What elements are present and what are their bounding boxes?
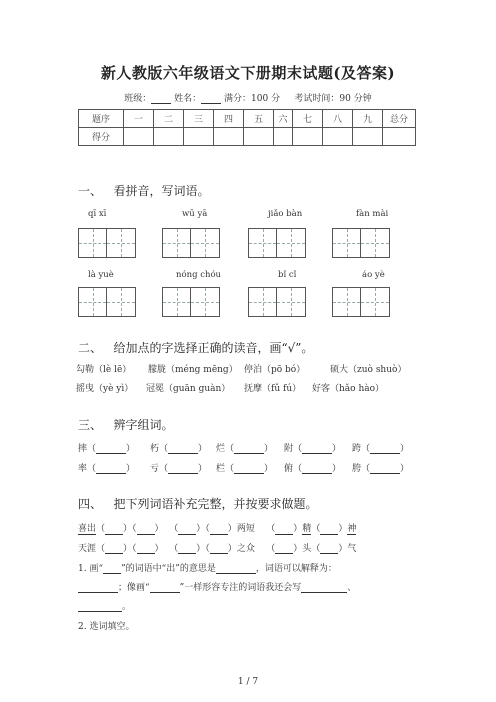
- answer-blank[interactable]: [105, 525, 123, 535]
- char: 胯: [352, 464, 362, 474]
- idiom-text: 精: [302, 524, 312, 534]
- writing-grid[interactable]: [78, 228, 136, 258]
- char-word-item: 跨（ ）: [352, 444, 410, 454]
- answer-blank[interactable]: [103, 564, 121, 574]
- pinyin-label: nóng chóu: [176, 270, 222, 280]
- answer-blank[interactable]: [150, 583, 180, 593]
- pinyin-label: wū yā: [182, 209, 208, 219]
- answer-blank[interactable]: [210, 525, 228, 535]
- section-text: 给加点的字选择正确的读音，画“√”。: [113, 341, 314, 355]
- score-cell[interactable]: [214, 128, 244, 146]
- section-number: 一、: [78, 184, 103, 198]
- writing-grid[interactable]: [162, 228, 220, 258]
- score-cell[interactable]: [124, 128, 154, 146]
- char-word-item: 胯（ ）: [352, 464, 410, 474]
- answer-blank[interactable]: [178, 525, 196, 535]
- question-1-line1: [78, 561, 337, 574]
- answer-blank[interactable]: [210, 544, 228, 554]
- answer-blank[interactable]: [275, 525, 293, 535]
- char-word-item: 附（ ）: [284, 444, 342, 454]
- class-blank[interactable]: [151, 94, 171, 104]
- answer-blank[interactable]: [178, 544, 196, 554]
- char-word-item: 亏（ ）: [150, 464, 208, 474]
- pinyin-label: áo yè: [362, 270, 385, 280]
- answer-blank[interactable]: [216, 564, 256, 574]
- reading-choice[interactable]: 好客（hǎo hào）: [312, 384, 385, 394]
- pinyin-label: jiǎo bàn: [268, 209, 303, 219]
- section-4-heading: [78, 495, 317, 512]
- score-header-cell: 四: [214, 110, 244, 128]
- pinyin-label: qī xī: [88, 209, 107, 219]
- answer-blank[interactable]: [78, 602, 122, 612]
- score-cell[interactable]: [353, 128, 383, 146]
- section-text: 把下列词语补充完整，并按要求做题。: [113, 497, 318, 511]
- score-header-cell: 题序: [79, 110, 124, 128]
- score-header-cell: 三: [184, 110, 214, 128]
- page-number: 1 / 7: [237, 677, 259, 687]
- answer-blank[interactable]: [168, 464, 198, 474]
- score-cell[interactable]: [274, 128, 293, 146]
- score-cell[interactable]: [383, 128, 416, 146]
- question-2: 2. 选词填空。: [78, 622, 135, 632]
- class-label: 班级：: [124, 94, 152, 104]
- writing-grid[interactable]: [78, 287, 136, 317]
- name-blank[interactable]: [201, 94, 221, 104]
- section-number: 二、: [78, 341, 103, 355]
- pinyin-label: bǐ cǐ: [278, 270, 297, 280]
- section-1-heading: [78, 182, 209, 199]
- score-header-cell: 总分: [383, 110, 416, 128]
- q1-text: ”的词语中“出”的意思是: [121, 564, 216, 574]
- q1-text: ”一样形容专注的词语我还会写: [179, 583, 302, 593]
- idiom-text: 喜出: [78, 524, 97, 534]
- q1-text: 1. 画“: [78, 564, 104, 574]
- exam-time: 考试时间：90 分钟: [294, 94, 372, 104]
- answer-blank[interactable]: [320, 525, 338, 535]
- section-text: 辨字组词。: [113, 418, 174, 432]
- idiom-text: 气: [347, 544, 357, 554]
- char-word-item: 俯（ ）: [284, 464, 342, 474]
- char: 率: [78, 464, 88, 474]
- char: 附: [284, 444, 294, 454]
- char: 跨: [352, 444, 362, 454]
- answer-blank[interactable]: [302, 444, 332, 454]
- score-header-cell: 二: [154, 110, 184, 128]
- score-table: [78, 109, 416, 146]
- score-row-label: 得分: [79, 128, 124, 146]
- answer-blank[interactable]: [96, 444, 126, 454]
- answer-blank[interactable]: [105, 544, 123, 554]
- score-cell[interactable]: [184, 128, 214, 146]
- q1-text: 、: [347, 583, 357, 593]
- char: 烂: [216, 444, 226, 454]
- score-cell[interactable]: [244, 128, 274, 146]
- char: 栏: [216, 464, 226, 474]
- page-title: 新人教版六年级语文下册期末试题(及答案): [100, 64, 396, 82]
- writing-grid[interactable]: [332, 228, 390, 258]
- name-label: 姓名：: [174, 94, 202, 104]
- writing-grid[interactable]: [248, 287, 306, 317]
- idiom-text: 天涯: [78, 544, 97, 554]
- answer-blank[interactable]: [320, 544, 338, 554]
- score-header-cell: 八: [323, 110, 353, 128]
- idiom-text: 神: [347, 524, 357, 534]
- answer-blank[interactable]: [302, 464, 332, 474]
- reading-choice[interactable]: 停泊（pō bó）: [244, 365, 306, 375]
- answer-blank[interactable]: [137, 544, 155, 554]
- answer-blank[interactable]: [137, 525, 155, 535]
- reading-choice[interactable]: 硕大（zuò shuò）: [330, 365, 407, 375]
- section-text: 看拼音，写词语。: [113, 184, 210, 198]
- char: 亏: [150, 464, 160, 474]
- question-1-line3: [78, 599, 131, 612]
- reading-choice[interactable]: 抚摩（fǔ fú）: [244, 384, 302, 394]
- reading-choice[interactable]: 摇曳（yè yì）: [76, 384, 134, 394]
- score-header-cell: 七: [293, 110, 323, 128]
- score-header-cell: 五: [244, 110, 274, 128]
- q1-text: ，词语可以解释为：: [255, 564, 337, 574]
- score-cell[interactable]: [154, 128, 184, 146]
- idiom-text: 头: [302, 544, 312, 554]
- score-cell[interactable]: [293, 128, 323, 146]
- writing-grid[interactable]: [162, 287, 220, 317]
- full-score: 满分：100 分: [224, 94, 281, 104]
- score-header-cell: 九: [353, 110, 383, 128]
- answer-blank[interactable]: [78, 583, 118, 593]
- char: 摔: [78, 444, 88, 454]
- score-header-cell: 六: [274, 110, 293, 128]
- question-1-line2: [78, 580, 356, 593]
- char-word-item: 栏（ ）: [216, 464, 274, 474]
- answer-blank[interactable]: [234, 464, 264, 474]
- answer-blank[interactable]: [234, 444, 264, 454]
- answer-blank[interactable]: [168, 444, 198, 454]
- writing-grid[interactable]: [332, 287, 390, 317]
- answer-blank[interactable]: [96, 464, 126, 474]
- section-number: 三、: [78, 418, 103, 432]
- idiom-row: 喜出（ ）（ ） （ ）（ ）两短 （ ）精（ ）神: [78, 524, 357, 534]
- char-word-item: 烂（ ）: [216, 444, 274, 454]
- score-header-cell: 一: [124, 110, 154, 128]
- answer-blank[interactable]: [301, 583, 347, 593]
- exam-info: [0, 91, 496, 104]
- section-2-heading: [78, 339, 313, 356]
- reading-choice[interactable]: 朦胧（méng mēng）: [148, 365, 238, 375]
- char: 俯: [284, 464, 294, 474]
- idiom-row: 天涯（ ）（ ） （ ）（ ）之众 （ ）头（ ）气: [78, 544, 357, 554]
- section-3-heading: [78, 416, 173, 433]
- pinyin-label: là yuè: [88, 270, 114, 280]
- idiom-text: 两短: [236, 524, 255, 534]
- writing-grid[interactable]: [248, 228, 306, 258]
- answer-blank[interactable]: [370, 464, 400, 474]
- answer-blank[interactable]: [275, 544, 293, 554]
- reading-choice[interactable]: 勾勒（lè lē）: [76, 365, 132, 375]
- score-cell[interactable]: [323, 128, 353, 146]
- reading-choice[interactable]: 冠冕（guān guàn）: [146, 384, 231, 394]
- char-word-item: 率（ ）: [78, 464, 136, 474]
- idiom-text: 之众: [236, 544, 255, 554]
- q1-text: 。: [122, 602, 132, 612]
- pinyin-label: fàn mài: [356, 209, 389, 219]
- char-word-item: 摔（ ）: [78, 444, 136, 454]
- section-number: 四、: [78, 497, 103, 511]
- q1-text: ；像画“: [118, 583, 150, 593]
- char-word-item: 朽（ ）: [150, 444, 208, 454]
- answer-blank[interactable]: [370, 444, 400, 454]
- char: 朽: [150, 444, 160, 454]
